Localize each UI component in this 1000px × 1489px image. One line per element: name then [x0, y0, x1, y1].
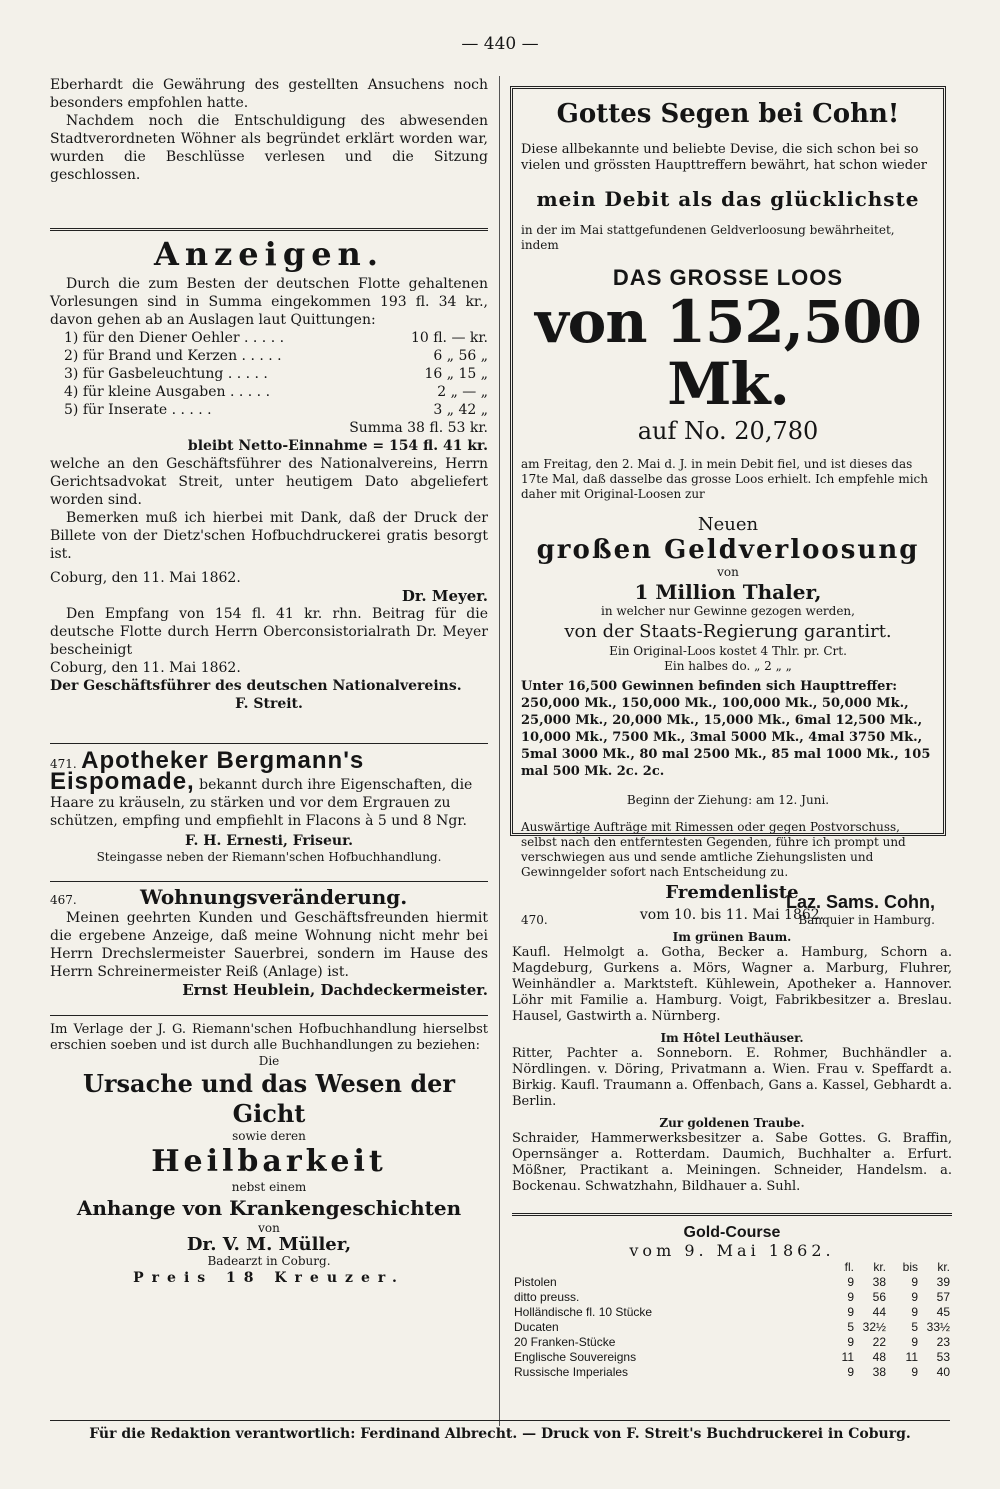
box-prizes: Unter 16,500 Gewinnen befinden sich Haupttreffer: 250,000 Mk., 150,000 Mk., 100,000 Mk., 50,000 Mk., 25,000 Mk., 20,000 Mk., 15,000 Mk., 6mal 12,500 Mk., 10,000 Mk., 7500 Mk., 3mal 5000 Mk., 4mal 3750 Mk., 5mal 3000 Mk., 80 mal 2500 Mk., 85 mal 1000 Mk., 105 mal 500 Mk. 2c. 2c.	[521, 679, 931, 779]
table-row: Pistolen 9 38 9 39	[514, 1275, 950, 1289]
box-signature: Laz. Sams. Cohn,	[785, 892, 935, 912]
ledger-row: 3) für Gasbeleuchtung . . . . . 16 „ 15 „	[64, 366, 488, 382]
ad-471-signature: F. H. Ernesti, Friseur.	[184, 833, 354, 849]
fremdenliste-dates: vom 10. bis 11. Mai 1862.	[639, 907, 825, 923]
box-loos: DAS GROSSE LOOS	[612, 265, 844, 290]
ledger	[50, 329, 488, 455]
gold-course-date: vom 9. Mai 1862.	[629, 1241, 835, 1260]
anzeigen-heading: Anzeigen.	[154, 235, 384, 273]
ad-number: 471.	[50, 757, 77, 771]
book-title-3: Anhange von Krankengeschichten	[76, 1196, 462, 1220]
divider	[50, 881, 488, 882]
ad-number: 467.	[50, 893, 77, 907]
box-amount: von 152,500 Mk.	[534, 288, 922, 418]
box-intro: Diese allbekannte und beliebte Devise, die sich schon bei so vielen und grössten Haupttreffern bewährt, hat schon wieder	[521, 142, 927, 173]
box-debit: mein Debit als das glücklichste	[536, 187, 920, 211]
table-row: 20 Franken-Stücke 9 22 9 23	[514, 1335, 950, 1349]
box-garantie: von der Staats-Regierung garantirt.	[564, 621, 892, 642]
ad-467-title: Wohnungsveränderung.	[140, 885, 408, 909]
gold-course-title: Gold-Course	[683, 1224, 781, 1241]
ad-471-title: Apotheker Bergmann's Eispomade,	[50, 747, 365, 795]
page-number: — 440 —	[461, 34, 539, 54]
table-header: fl. kr. bis kr.	[844, 1260, 950, 1274]
hotel-guests: Kaufl. Helmolgt a. Gotha, Becker a. Hamburg, Schorn a. Magdeburg, Gurkens a. Mörs, Wagner a. Marburg, Fluhrer, Weinhändler a. Marktsteft. Kühlewein, Apotheker a. Hannover. Löhr mit Familie a. Hamburg. Voigt, Fabrikbesitzer a. Breslau. Hausel, Gastwirth a. Nürnberg.	[512, 945, 952, 1024]
ad-467	[50, 885, 488, 999]
ledger-row: 1) für den Diener Oehler . . . . . 10 fl. — kr.	[64, 330, 488, 346]
box-signature-sub: Banquier in Hamburg.	[798, 913, 935, 927]
table-row: Holländische fl. 10 Stücke 9 44 9 45	[514, 1305, 950, 1319]
hotel-heading: Im grünen Baum.	[672, 930, 792, 944]
box-debit-sub: in der im Mai stattgefundenen Geldverloosung bewährheitet, indem	[521, 223, 895, 252]
table-row: Russische Imperiales 9 38 9 40	[514, 1365, 950, 1379]
signature-nationalverein: Der Geschäftsführer des deutschen Nationalvereins.	[50, 678, 462, 694]
box-orders: Auswärtige Aufträge mit Rimessen oder gegen Postvorschuss, selbst nach den entferntesten Gegenden, führe ich prompt und verschwiegen aus und sende amtliche Ziehungslisten und Gewinngelder sofort nach Entscheidung zu.	[521, 820, 906, 879]
box-million: 1 Million Thaler,	[634, 580, 822, 604]
ad-467-body: Meinen geehrten Kunden und Geschäftsfreunden hiermit die ergebene Anzeige, daß meine Wohnung nicht mehr bei Herrn Drechslermeister Sauerbrei, sondern im Hause des Herrn Schreinermeister Reiß (Anlage) ist.	[50, 910, 488, 980]
gold-course-table	[512, 1260, 952, 1380]
book-nebst: nebst einem	[231, 1180, 307, 1194]
divider	[50, 1015, 488, 1016]
book-sowie: sowie deren	[232, 1129, 306, 1143]
book-price: Preis 18 Kreuzer.	[133, 1270, 405, 1286]
intro-paragraph-2: Nachdem noch die Entschuldigung des abwesenden Stadtverordneten Wöhner als begründet erklärt worden war, wurden die Beschlüsse verlesen und die Sitzung geschlossen.	[50, 113, 488, 183]
box-gewinne: in welcher nur Gewinne gezogen werden,	[601, 604, 855, 618]
box-detail: am Freitag, den 2. Mai d. J. in mein Debit fiel, und ist dieses das 17te Mal, daß dasselbe das grosse Loos erhielt. Ich empfehle mich daher mit Original-Loosen zur	[521, 457, 928, 501]
date-1: Coburg, den 11. Mai 1862.	[50, 570, 241, 586]
right-column-lower	[512, 880, 952, 1380]
report-intro: Durch die zum Besten der deutschen Flotte gehaltenen Vorlesungen sind in Summa eingekommen 193 fl. 34 kr., davon gehen ab an Auslagen laut Quittungen:	[50, 276, 488, 328]
hotel-guests: Schraider, Hammerwerksbesitzer a. Sabe Gottes. G. Braffin, Opernsänger a. Rotterdam. Daumich, Buchhalter a. Erfurt. Mößner, Practikant a. Meiningen. Schneider, Handelsm. a. Bockenau. Schwatzhahn, Bildhauer a. Suhl.	[512, 1131, 952, 1194]
box-von: von	[717, 565, 739, 579]
ad-471-address: Steingasse neben der Riemann'schen Hofbuchhandlung.	[96, 850, 442, 864]
signature-meyer: Dr. Meyer.	[401, 587, 488, 605]
book-ad	[50, 1022, 488, 1287]
table-row: ditto preuss. 9 56 9 57	[514, 1290, 950, 1304]
book-intro: Im Verlage der J. G. Riemann'schen Hofbuchhandlung hierselbst erschien soeben und ist durch alle Buchhandlungen zu beziehen:	[50, 1022, 488, 1053]
ledger-row: 4) für kleine Ausgaben . . . . . 2 „ — „	[64, 384, 488, 400]
ledger-row: 5) für Inserate . . . . . 3 „ 42 „	[64, 402, 488, 418]
box-neuen: Neuen	[697, 514, 759, 535]
ledger-netto: bleibt Netto-Einnahme = 154 fl. 41 kr.	[187, 438, 488, 454]
page-footer: Für die Redaktion verantwortlich: Ferdinand Albrecht. — Druck von F. Streit's Buchdruckerei in Coburg.	[89, 1426, 911, 1442]
report-note: Bemerken muß ich hierbei mit Dank, daß der Druck der Billete von der Dietz'schen Hofbuchdruckerei gratis besorgt ist.	[50, 510, 488, 562]
hotel-heading: Im Hôtel Leuthäuser.	[660, 1031, 804, 1045]
ledger-summa: Summa 38 fl. 53 kr.	[349, 420, 488, 436]
box-begin: Beginn der Ziehung: am 12. Juni.	[626, 793, 830, 807]
table-row: Ducaten 5 32½ 5 33½	[514, 1320, 950, 1334]
box-title: Gottes Segen bei Cohn!	[556, 99, 900, 129]
report-body: welche an den Geschäftsführer des Nationalvereins, Herrn Gerichtsadvokat Streit, unter heutigem Dato abgeliefert worden sind.	[50, 456, 488, 508]
fremdenliste-title: Fremdenliste	[665, 882, 799, 903]
book-title-2: Heilbarkeit	[151, 1144, 387, 1179]
left-column	[50, 76, 488, 1287]
column-divider	[499, 76, 500, 1426]
box-number: auf No. 20,780	[637, 417, 819, 445]
box-price-2: Ein halbes do. „ 2 „ „	[664, 659, 792, 673]
hotel-heading: Zur goldenen Traube.	[659, 1116, 805, 1130]
divider	[50, 228, 488, 231]
ad-471-body: bekannt durch ihre Eigenschaften, die Haare zu kräuseln, zu stärken und vor dem Ergrauen zu schützen, empfing und empfiehlt in Flacons à 5 und 8 Ngr.	[50, 777, 473, 829]
signature-streit: F. Streit.	[235, 696, 303, 712]
date-2: Coburg, den 11. Mai 1862.	[50, 660, 241, 676]
book-author: Dr. V. M. Müller,	[186, 1234, 352, 1255]
ad-number: 470.	[521, 913, 548, 927]
ad-471	[50, 747, 488, 865]
ad-467-signature: Ernst Heublein, Dachdeckermeister.	[182, 981, 488, 999]
intro-paragraph-1: Eberhardt die Gewährung des gestellten Ansuchens noch besonders empfohlen hatte.	[50, 77, 488, 111]
box-geldverloosung: großen Geldverloosung	[536, 535, 920, 565]
book-author-sub: Badearzt in Coburg.	[207, 1254, 331, 1268]
divider	[512, 1213, 952, 1216]
footer-rule	[50, 1420, 950, 1421]
book-title-1: Ursache und das Wesen der Gicht	[82, 1069, 456, 1128]
divider	[50, 743, 488, 744]
table-row: Englische Souvereigns 11 48 11 53	[514, 1350, 950, 1364]
receipt: Den Empfang von 154 fl. 41 kr. rhn. Beitrag für die deutsche Flotte durch Herrn Oberconsistorialrath Dr. Meyer bescheinigt	[50, 606, 488, 658]
box-price-1: Ein Original-Loos kostet 4 Thlr. pr. Crt.	[609, 644, 847, 658]
book-die: Die	[258, 1054, 280, 1068]
book-von: von	[258, 1221, 280, 1235]
hotel-guests: Ritter, Pachter a. Sonneborn. E. Rohmer, Buchhändler a. Nördlingen. v. Döring, Privatmann a. Wien. Frau v. Speffardt a. Birkig. Kaufl. Traumann a. Offenbach, Gans a. Kassel, Gebhardt a. Berlin.	[512, 1046, 952, 1109]
ledger-row: 2) für Brand und Kerzen . . . . . 6 „ 56 „	[64, 348, 488, 364]
